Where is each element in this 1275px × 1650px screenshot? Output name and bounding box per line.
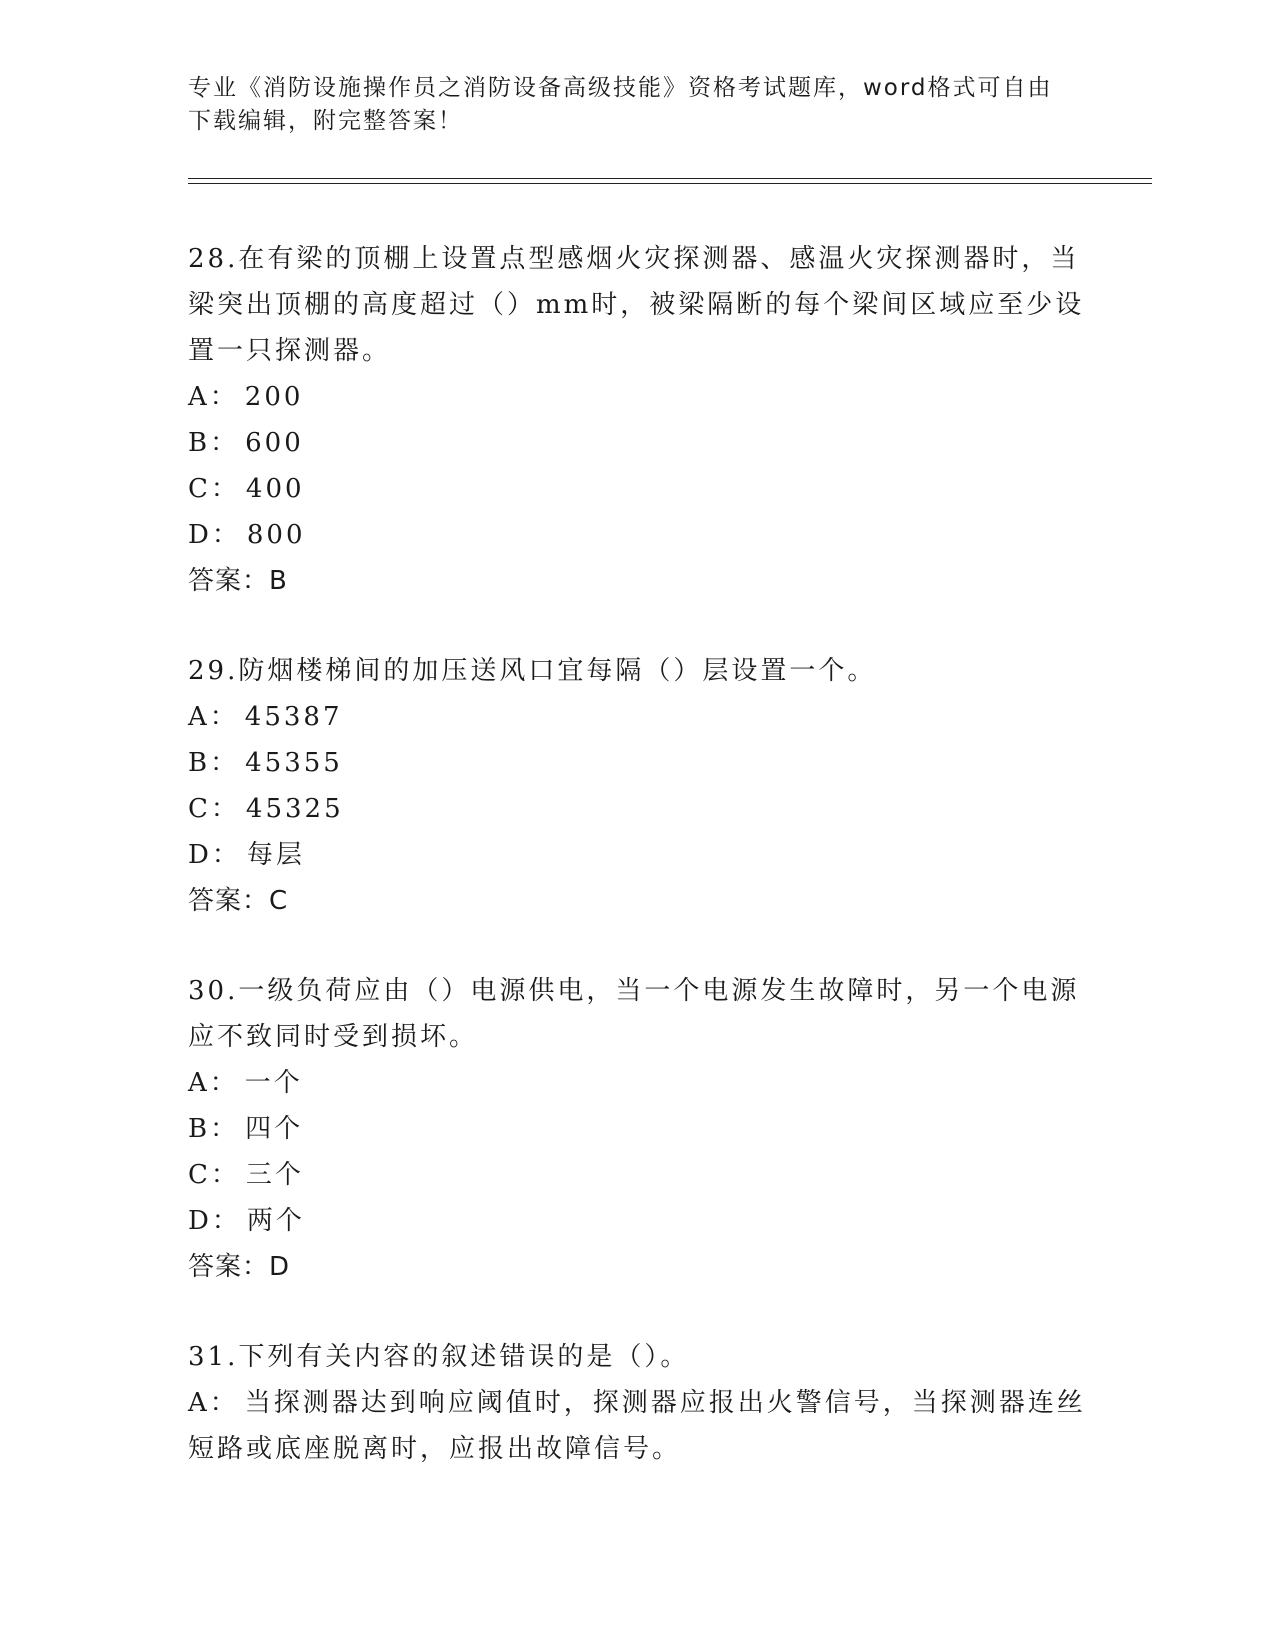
question-text xyxy=(188,648,1088,694)
answer-value: D xyxy=(269,1252,291,1282)
option-a: A： 45387 xyxy=(188,702,343,732)
question-30 xyxy=(188,968,1088,1290)
answer-line: 答案：C xyxy=(188,886,289,916)
question-stem: 防烟楼梯间的加压送风口宜每隔（）层设置一个。 xyxy=(238,656,877,686)
question-text xyxy=(188,236,1088,374)
question-text xyxy=(188,968,1088,1060)
header-divider xyxy=(188,178,1152,184)
question-28 xyxy=(188,236,1088,604)
option-a: A： 200 xyxy=(188,382,304,412)
answer-line: 答案：D xyxy=(188,1252,291,1282)
question-29 xyxy=(188,648,1088,924)
option-c: C： 400 xyxy=(188,474,305,504)
answer-line: 答案：B xyxy=(188,566,288,596)
question-31 xyxy=(188,1334,1088,1472)
document-header: 专业《消防设施操作员之消防设备高级技能》资格考试题库，word格式可自由下载编辑，附完整答案！ xyxy=(188,75,1053,134)
option-c: C： 45325 xyxy=(188,794,344,824)
option-b: B： 四个 xyxy=(188,1114,304,1144)
option-b: B： 600 xyxy=(188,428,304,458)
question-number: 30. xyxy=(188,976,239,1006)
question-text xyxy=(188,1334,1088,1380)
question-number: 31. xyxy=(188,1342,239,1372)
option-d: D： 800 xyxy=(188,520,306,550)
option-b: B： 45355 xyxy=(188,748,343,778)
answer-value: B xyxy=(269,566,288,596)
question-stem: 一级负荷应由（）电源供电，当一个电源发生故障时，另一个电源应不致同时受到损坏。 xyxy=(188,976,1080,1052)
question-stem: 在有梁的顶棚上设置点型感烟火灾探测器、感温火灾探测器时，当梁突出顶棚的高度超过（）mm时，被梁隔断的每个梁间区域应至少设置一只探测器。 xyxy=(188,244,1085,366)
option-c: C： 三个 xyxy=(188,1160,304,1190)
question-stem: 下列有关内容的叙述错误的是（）。 xyxy=(238,1342,690,1372)
answer-value: C xyxy=(269,886,289,916)
question-number: 28. xyxy=(188,244,239,274)
question-number: 29. xyxy=(188,656,239,686)
option-d: D： 每层 xyxy=(188,840,305,870)
option-a: A： 当探测器达到响应阈值时，探测器应报出火警信号，当探测器连丝短路或底座脱离时，应报出故障信号。 xyxy=(188,1388,1086,1464)
question-list xyxy=(188,236,1088,1516)
option-d: D： 两个 xyxy=(188,1206,305,1236)
option-a: A： 一个 xyxy=(188,1068,303,1098)
